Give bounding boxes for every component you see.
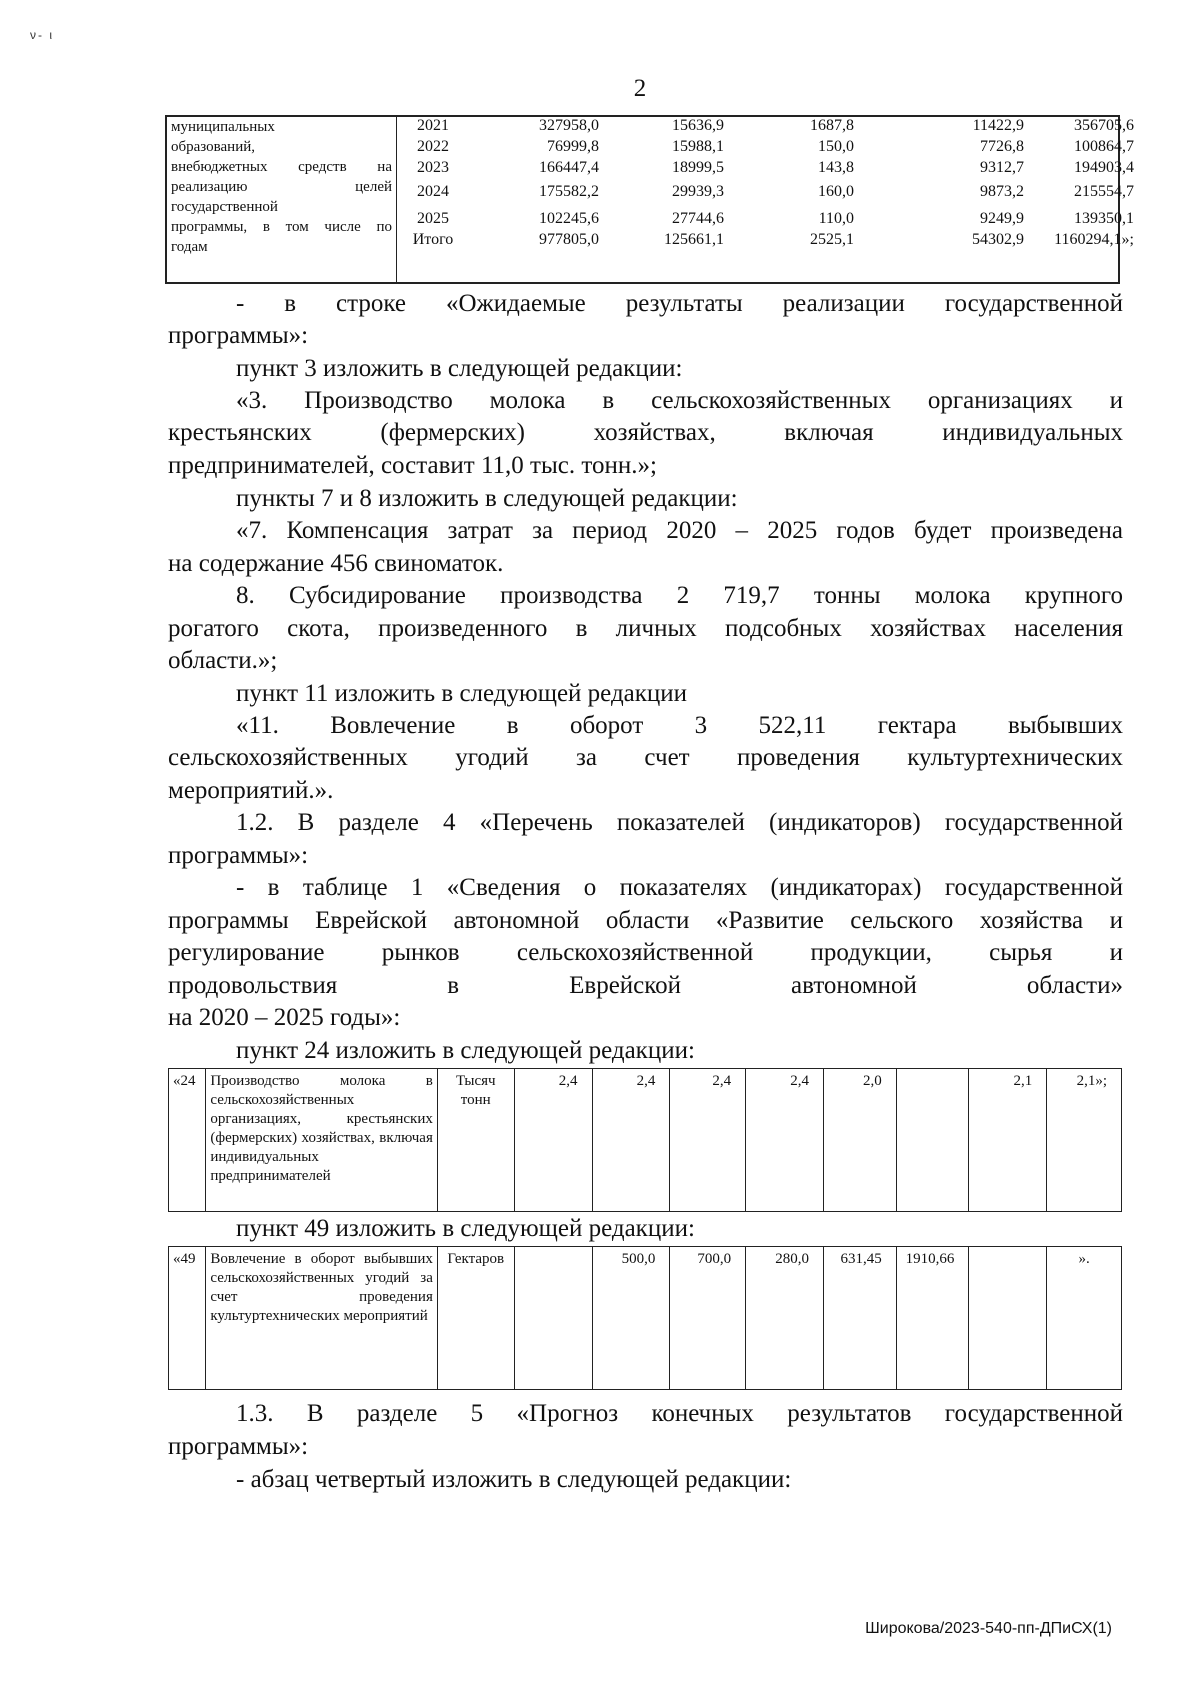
value-cell: ». xyxy=(1047,1247,1122,1390)
finance-cell: 100864,7 xyxy=(1074,138,1134,155)
paragraph-line: крестьянских (фермерских) хозяйствах, включая индивидуальных xyxy=(168,419,1123,446)
paragraph-line: сельскохозяйственных угодий за счет проведения культуртехнических xyxy=(168,744,1123,771)
table-row xyxy=(169,1247,1122,1390)
indicator-table-49 xyxy=(168,1246,1122,1390)
finance-description-line: муниципальных xyxy=(171,119,275,135)
value-cell: 2,4 xyxy=(670,1069,746,1212)
finance-year: 2024 xyxy=(417,183,449,200)
value-cell: 2,1»; xyxy=(1047,1069,1122,1212)
value-cell: 2,0 xyxy=(824,1069,897,1212)
paragraph-line: 1.3. В разделе 5 «Прогноз конечных результатов государственной xyxy=(236,1400,1123,1427)
finance-cell: 29939,3 xyxy=(672,183,724,200)
paragraph-line: 8. Субсидирование производства 2 719,7 тонны молока крупного xyxy=(236,582,1123,609)
value-cell: 280,0 xyxy=(746,1247,824,1390)
paragraph-line: пункт 11 изложить в следующей редакции xyxy=(236,680,688,707)
value-cell: 2,4 xyxy=(746,1069,824,1212)
finance-row-total xyxy=(399,231,1134,253)
finance-cell: 76999,8 xyxy=(547,138,599,155)
paragraph-line: «7. Компенсация затрат за период 2020 – 2025 годов будет произведена xyxy=(236,517,1123,544)
finance-cell: 15636,9 xyxy=(672,117,724,134)
finance-cell: 977805,0 xyxy=(539,231,599,248)
finance-row xyxy=(399,183,1134,205)
paragraph-line: - абзац четвертый изложить в следующей редакции: xyxy=(236,1466,792,1493)
finance-cell: 15988,1 xyxy=(672,138,724,155)
item-number: «49 xyxy=(169,1247,206,1390)
value-cell: 2,4 xyxy=(514,1069,592,1212)
paragraph-line: программы»: xyxy=(168,322,309,349)
indicator-table-24 xyxy=(168,1068,1122,1212)
finance-cell: 166447,4 xyxy=(539,159,599,176)
paragraph-line: пункты 7 и 8 изложить в следующей редакции: xyxy=(236,485,738,512)
finance-year: Итого xyxy=(412,231,454,248)
finance-description-line: образований, xyxy=(171,139,256,155)
finance-cell: 27744,6 xyxy=(672,210,724,227)
paragraph-line: «3. Производство молока в сельскохозяйственных организациях и xyxy=(236,387,1123,414)
finance-cell: 139350,1 xyxy=(1074,210,1134,227)
finance-cell: 7726,8 xyxy=(980,138,1024,155)
value-cell: 2,1 xyxy=(969,1069,1047,1212)
value-cell xyxy=(514,1247,592,1390)
finance-cell: 110,0 xyxy=(818,210,854,227)
finance-year: 2022 xyxy=(417,138,449,155)
finance-year: 2021 xyxy=(417,117,449,134)
finance-cell: 150,0 xyxy=(818,138,854,155)
finance-cell: 1687,8 xyxy=(810,117,854,134)
value-cell xyxy=(969,1247,1047,1390)
finance-description-line: внебюджетных средств на xyxy=(171,159,392,175)
paragraph-line: регулирование рынков сельскохозяйственной продукции, сырья и xyxy=(168,939,1123,966)
paragraph-line: продовольствия в Еврейской автономной области» xyxy=(168,972,1123,999)
finance-cell: 327958,0 xyxy=(539,117,599,134)
indicator-name: Вовлечение в оборот выбывших сельскохозяйственных угодий за счет проведения культуртехнических мероприятий xyxy=(206,1247,438,1390)
finance-cell: 102245,6 xyxy=(539,210,599,227)
finance-year: 2023 xyxy=(417,159,449,176)
finance-cell: 125661,1 xyxy=(664,231,724,248)
paragraph-line: на содержание 456 свиноматок. xyxy=(168,550,504,577)
finance-cell: 175582,2 xyxy=(539,183,599,200)
finance-cell: 9873,2 xyxy=(980,183,1024,200)
paragraph-line: программы Еврейской автономной области «Развитие сельского хозяйства и xyxy=(168,907,1123,934)
unit: Гектаров xyxy=(437,1247,514,1390)
finance-description-line: программы, в том числе по xyxy=(171,219,392,235)
paragraph-line: пункт 3 изложить в следующей редакции: xyxy=(236,355,683,382)
paragraph-line: предпринимателей, составит 11,0 тыс. тонн.»; xyxy=(168,452,657,479)
page-number: 2 xyxy=(633,75,647,102)
finance-table xyxy=(165,115,1134,284)
paragraph-line: - в таблице 1 «Сведения о показателях (индикаторах) государственной xyxy=(236,874,1123,901)
finance-cell: 9249,9 xyxy=(980,210,1024,227)
finance-description-line: реализацию целей xyxy=(171,179,392,195)
finance-description-line: государственной xyxy=(171,199,278,215)
document-reference: Широкова/2023-540-пп-ДПиСХ(1) xyxy=(865,1620,1112,1637)
item-number: «24 xyxy=(169,1069,206,1212)
finance-row xyxy=(399,138,1134,160)
paragraph-line: программы»: xyxy=(168,1433,309,1460)
finance-cell: 11422,9 xyxy=(972,117,1024,134)
paragraph-line: мероприятий.». xyxy=(168,777,334,804)
paragraph-line: 1.2. В разделе 4 «Перечень показателей (индикаторов) государственной xyxy=(236,809,1123,836)
finance-cell: 356705,6 xyxy=(1074,117,1134,134)
paragraph-line: пункт 49 изложить в следующей редакции: xyxy=(236,1215,695,1242)
value-cell: 2,4 xyxy=(592,1069,670,1212)
paragraph-line: пункт 24 изложить в следующей редакции: xyxy=(236,1037,695,1064)
value-cell: 500,0 xyxy=(592,1247,670,1390)
finance-row xyxy=(399,210,1134,232)
paragraph-line: - в строке «Ожидаемые результаты реализации государственной xyxy=(236,290,1123,317)
finance-cell: 9312,7 xyxy=(980,159,1024,176)
unit: Тысяч тонн xyxy=(437,1069,514,1212)
paragraph-line: рогатого скота, произведенного в личных подсобных хозяйствах населения xyxy=(168,615,1123,642)
paragraph-line: на 2020 – 2025 годы»: xyxy=(168,1004,401,1031)
finance-cell: 18999,5 xyxy=(672,159,724,176)
value-cell: 700,0 xyxy=(670,1247,746,1390)
scan-marks: ν- ι xyxy=(30,28,54,42)
finance-cell: 215554,7 xyxy=(1074,183,1134,200)
finance-year: 2025 xyxy=(417,210,449,227)
value-cell: 631,45 xyxy=(824,1247,897,1390)
finance-cell: 143,8 xyxy=(818,159,854,176)
finance-cell: 2525,1 xyxy=(810,231,854,248)
finance-cell: 1160294,1»; xyxy=(1054,231,1134,248)
value-cell: 1910,66 xyxy=(896,1247,969,1390)
finance-description-line: годам xyxy=(171,239,208,255)
paragraph-line: «11. Вовлечение в оборот 3 522,11 гектара выбывших xyxy=(236,712,1123,739)
finance-row xyxy=(399,117,1134,139)
finance-cell: 194903,4 xyxy=(1074,159,1134,176)
finance-row xyxy=(399,159,1134,181)
indicator-name: Производство молока в сельскохозяйственных организациях, крестьянских (фермерских) хозяйствах, включая индивидуальных предпринимателей xyxy=(206,1069,438,1212)
finance-cell: 54302,9 xyxy=(972,231,1024,248)
paragraph-line: области.»; xyxy=(168,647,278,674)
finance-description xyxy=(167,117,397,282)
table-row xyxy=(169,1069,1122,1212)
finance-cell: 160,0 xyxy=(818,183,854,200)
finance-values xyxy=(399,117,1134,282)
paragraph-line: программы»: xyxy=(168,842,309,869)
value-cell xyxy=(896,1069,969,1212)
